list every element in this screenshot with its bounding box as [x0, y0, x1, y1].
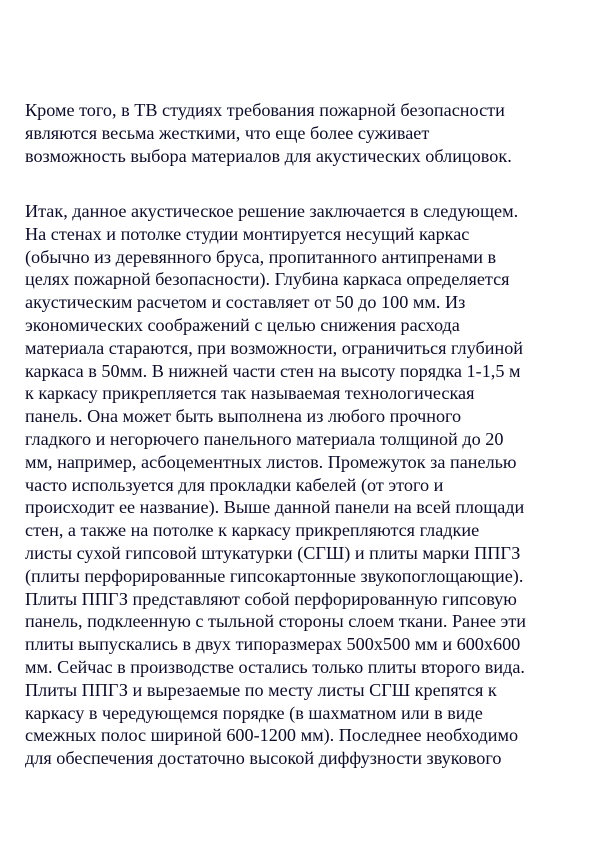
- text-line: Плиты ППГЗ представляют собой перфорированную гипсовую: [25, 588, 517, 609]
- text-line: Плиты ППГЗ и вырезаемые по месту листы СГШ крепятся к: [25, 679, 497, 700]
- text-line: целях пожарной безопасности). Глубина каркаса определяется: [25, 269, 510, 290]
- text-line: панель. Она может быть выполнена из любого прочного: [25, 406, 462, 427]
- paragraph-intro: [25, 99, 585, 167]
- text-line: Итак, данное акустическое решение заключается в следующем.: [25, 201, 519, 221]
- text-line: мм, например, асбоцементных листов. Промежуток за панелью: [25, 451, 517, 472]
- text-line: к каркасу прикрепляется так называемая технологическая: [25, 383, 475, 404]
- text-line: являются весьма жесткими, что еще более суживает: [25, 122, 430, 143]
- text-line: каркасу в чередующемся порядке (в шахматном или в виде: [25, 702, 483, 723]
- text-line: возможность выбора материалов для акустических облицовок.: [25, 145, 512, 166]
- text-line: каркаса в 50мм. В нижней части стен на высоту порядка 1-1,5 м: [25, 360, 521, 381]
- text-line: акустическим расчетом и составляет от 50 до 100 мм. Из: [25, 292, 466, 313]
- text-line: гладкого и негорючего панельного материала толщиной до 20: [25, 428, 504, 449]
- text-line: стен, а также на потолке к каркасу прикрепляются гладкие: [25, 520, 480, 541]
- text-line: панель, подклеенную с тыльной стороны слоем ткани. Ранее эти: [25, 611, 527, 632]
- paragraph-acoustic-solution: [25, 200, 585, 770]
- text-line: часто используется для прокладки кабелей (от этого и: [25, 474, 444, 495]
- text-line: материала стараются, при возможности, ограничиться глубиной: [25, 337, 524, 358]
- text-line: плиты выпускались в двух типоразмерах 500х500 мм и 600х600: [25, 634, 521, 655]
- text-line: листы сухой гипсовой штукатурки (СГШ) и плиты марки ППГЗ: [25, 542, 521, 563]
- text-line: для обеспечения достаточно высокой диффузности звукового: [25, 748, 502, 769]
- text-line: экономических соображений с целью снижения расхода: [25, 314, 460, 335]
- text-line: происходит ее название). Выше данной панели на всей площади: [25, 497, 525, 518]
- text-line: Кроме того, в ТВ студиях требования пожарной безопасности: [25, 100, 505, 120]
- text-line: (плиты перфорированные гипсокартонные звукопоглощающие).: [25, 565, 524, 586]
- text-line: На стенах и потолке студии монтируется несущий каркас: [25, 223, 470, 244]
- text-line: мм. Сейчас в производстве остались только плиты второго вида.: [25, 656, 525, 677]
- text-line: смежных полос шириной 600-1200 мм). Последнее необходимо: [25, 725, 519, 746]
- text-line: (обычно из деревянного бруса, пропитанного антипренами в: [25, 246, 497, 267]
